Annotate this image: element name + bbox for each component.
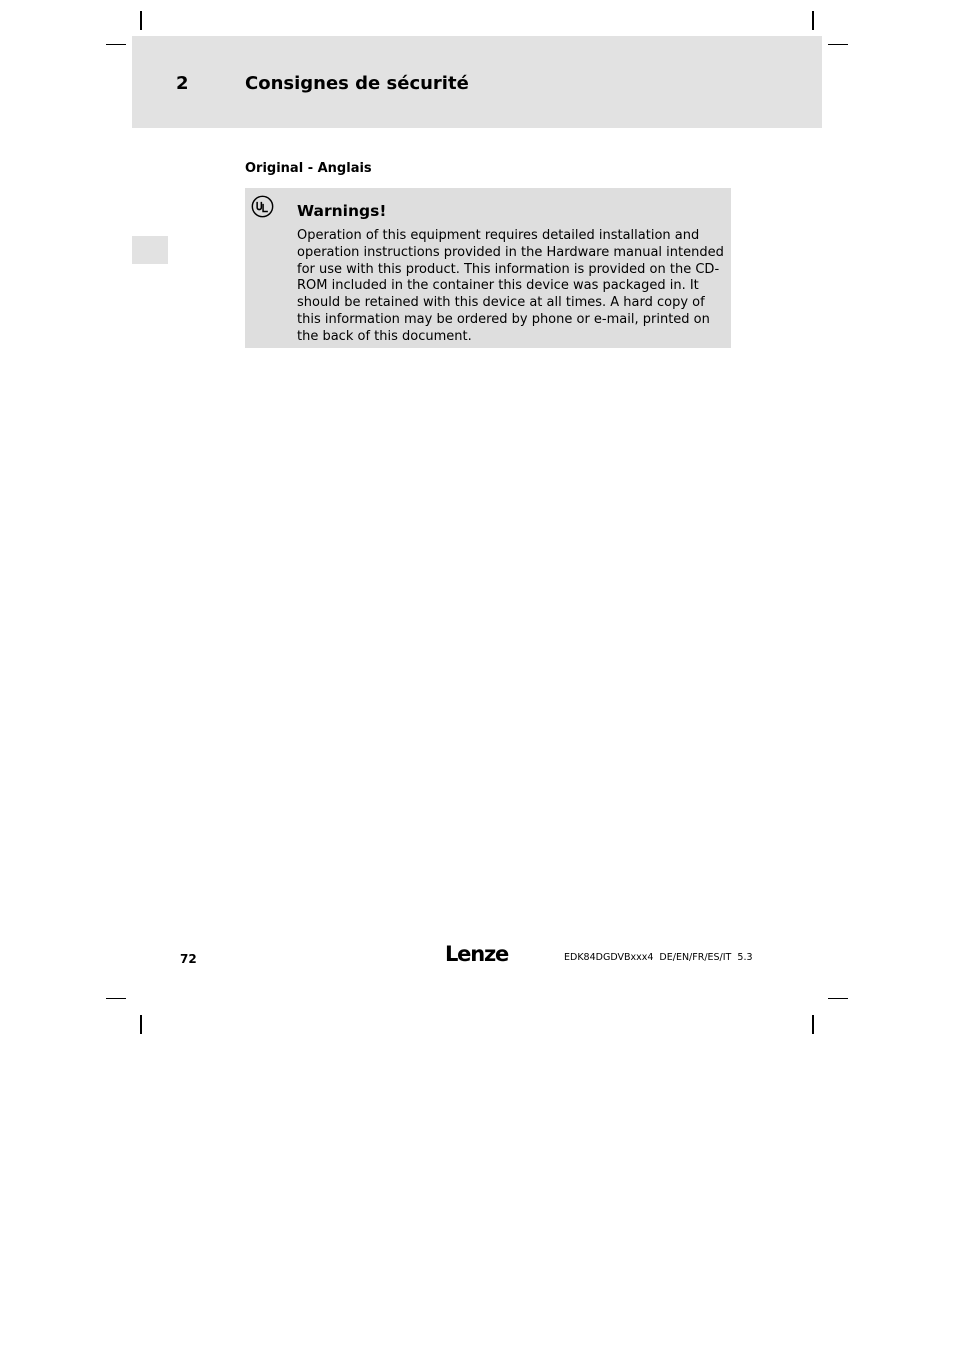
- crop-mark-top-left-vertical: [140, 11, 142, 30]
- crop-mark-bottom-right-horizontal: [828, 998, 848, 999]
- lenze-logo: Lenze: [445, 942, 509, 966]
- warning-text: Operation of this equipment requires detailed installation and operation instructions provided in the Hardware manual intended for use with this product. This information is provided on the CD-ROM included in the container this device was packaged in. It should be retained with this device at all times. A hard copy of this information may be ordered by phone or e-mail, printed on the back of this document.: [297, 228, 724, 344]
- document-reference: EDK84DGDVBxxx4 DE/EN/FR/ES/IT 5.3: [564, 952, 753, 963]
- ul-certification-icon: [251, 195, 274, 218]
- chapter-number: 2: [176, 73, 189, 94]
- warning-title: Warnings!: [297, 202, 387, 220]
- section-subtitle: Original - Anglais: [245, 161, 372, 176]
- page-number: 72: [180, 952, 197, 966]
- chapter-title: Consignes de sécurité: [245, 73, 469, 94]
- crop-mark-bottom-left-vertical: [140, 1015, 142, 1034]
- side-thumb-tab: [132, 236, 168, 264]
- chapter-header-band: [132, 36, 822, 128]
- warning-box: [245, 188, 731, 348]
- crop-mark-top-left-horizontal: [106, 44, 126, 45]
- crop-mark-top-right-vertical: [812, 11, 814, 30]
- crop-mark-bottom-left-horizontal: [106, 998, 126, 999]
- crop-mark-top-right-horizontal: [828, 44, 848, 45]
- crop-mark-bottom-right-vertical: [812, 1015, 814, 1034]
